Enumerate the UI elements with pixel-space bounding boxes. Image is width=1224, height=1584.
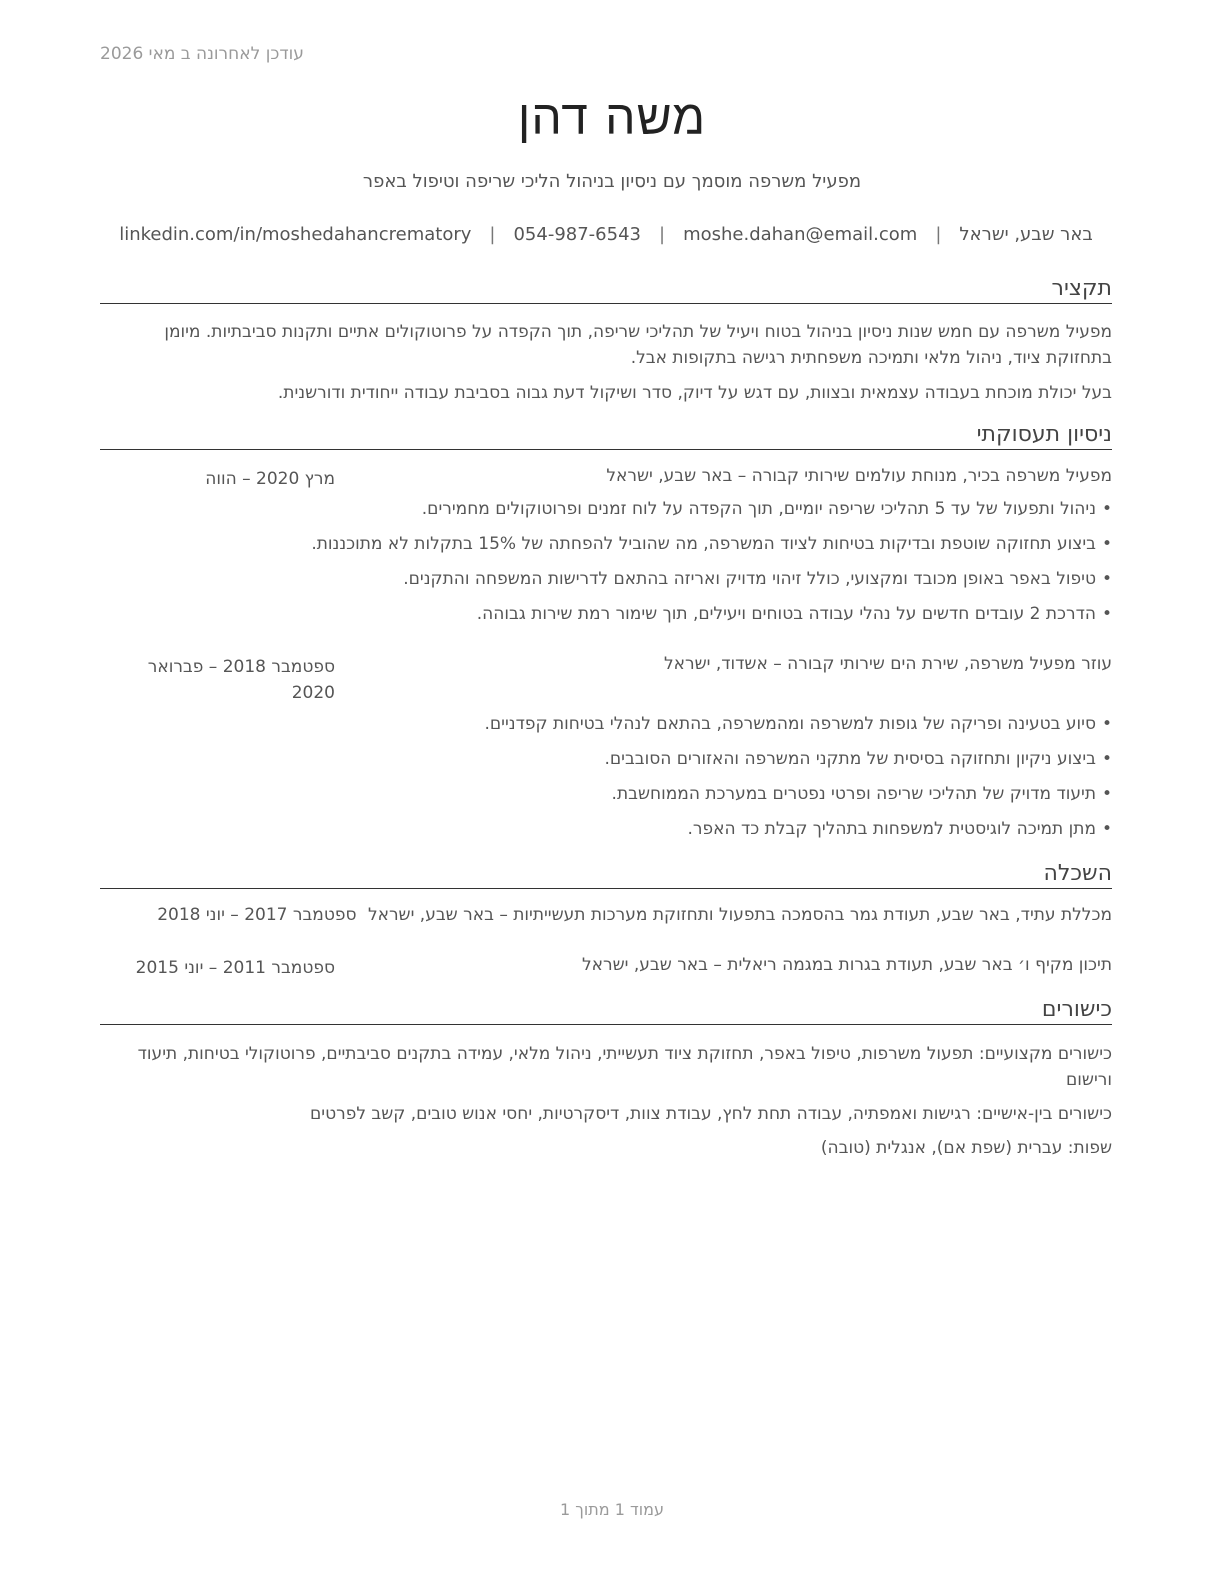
contact-email[interactable]: moshe.dahan@email.com [683, 224, 918, 245]
contact-line [100, 224, 1112, 245]
section-title-skills: כישורים [100, 997, 1112, 1025]
education-item [100, 905, 1112, 925]
skills-professional: כישורים מקצועיים: תפעול משרפות, טיפול באפר, תחזוקת ציוד תעשייתי, ניהול מלאי, עמידה בתקנים סביבתיים, פרוטוקולי בטיחות, תיעוד ורישום [137, 1044, 1112, 1090]
contact-phone[interactable]: 054-987-6543 [513, 224, 641, 245]
section-title-education: השכלה [100, 861, 1112, 889]
job-bullet: • הדרכת 2 עובדים חדשים על נהלי עבודה בטוחים ויעילים, תוך שימור רמת שירות גבוהה. [100, 601, 1112, 636]
section-title-experience: ניסיון תעסוקתי [100, 422, 1112, 450]
section-title-summary: תקציר [100, 276, 1112, 304]
job-bullets [100, 496, 1112, 636]
job-bullet: • ביצוע תחזוקה שוטפת ובדיקות בטיחות לציוד המשרפה, מה שהוביל להפחתה של 15% בתקלות לא מתוכננות. [100, 531, 1112, 566]
job-bullet: • ביצוע ניקיון ותחזוקה בסיסית של מתקני המשרפה והאזורים הסובבים. [100, 746, 1112, 781]
education-dates: ספטמבר 2011 – יוני 2015 [135, 958, 335, 978]
page-number: עמוד 1 מתוך 1 [560, 1500, 664, 1519]
skills-languages: שפות: עברית (שפת אם), אנגלית (טובה) [820, 1138, 1112, 1158]
job-bullets [100, 711, 1112, 851]
contact-location: באר שבע, ישראל [959, 224, 1093, 245]
job-bullet: • ניהול ותפעול של עד 5 תהליכי שריפה יומיים, תוך הקפדה על לוח זמנים ופרוטוקולים מחמירים. [100, 496, 1112, 531]
education-text: תיכון מקיף ו׳ באר שבע, תעודת בגרות במגמה ריאלית – באר שבע, ישראל [582, 955, 1112, 975]
contact-separator: | [658, 224, 666, 245]
job-dates: ספטמבר 2018 – פברואר 2020 [147, 657, 335, 703]
job-dates: מרץ 2020 – הווה [205, 469, 335, 489]
summary-paragraph-1: מפעיל משרפה עם חמש שנות ניסיון בניהול בטוח ויעיל של תהליכי שריפה, תוך הקפדה על פרוטוקולים אתיים ותקנות סביבתיות. מיומן בתחזוקת ציוד, ניהול מלאי ותמיכה משפחתית רגישה בתקופות אבל. [164, 322, 1112, 368]
job-title: עוזר מפעיל משרפה, שירת הים שירותי קבורה – אשדוד, ישראל [663, 654, 1112, 674]
education-dates: ספטמבר 2017 – יוני 2018 [157, 905, 357, 925]
skills-interpersonal: כישורים בין-אישיים: רגישות ואמפתיה, עבודה תחת לחץ, עבודת צוות, דיסקרטיות, יחסי אנוש טובים, קשב לפרטים [310, 1104, 1112, 1124]
contact-separator: | [489, 224, 496, 245]
contact-linkedin[interactable]: linkedin.com/in/moshedahancrematory [119, 224, 472, 245]
summary-paragraph-2: בעל יכולת מוכחת בעבודה עצמאית ובצוות, עם דגש על דיוק, סדר ושיקול דעת גבוה בסביבת עבודה ייחודית ודורשנית. [277, 383, 1112, 403]
job-bullet: • סיוע בטעינה ופריקה של גופות למשרפה ומהמשרפה, בהתאם לנהלי בטיחות קפדניים. [100, 711, 1112, 746]
job-title: מפעיל משרפה בכיר, מנוחת עולמים שירותי קבורה – באר שבע, ישראל [606, 466, 1112, 486]
tagline: מפעיל משרפה מוסמך עם ניסיון בניהול הליכי שריפה וטיפול באפר [362, 171, 862, 192]
job-bullet: • מתן תמיכה לוגיסטית למשפחות בתהליך קבלת כד האפר. [100, 816, 1112, 851]
contact-separator: | [935, 224, 942, 245]
job-bullet: • טיפול באפר באופן מכובד ומקצועי, כולל זיהוי מדויק ואריזה בהתאם לדרישות המשפחה והתקנים. [100, 566, 1112, 601]
last-updated: עודכן לאחרונה ב מאי 2026 [100, 44, 304, 64]
education-text: מכללת עתיד, באר שבע, תעודת גמר בהסמכה בתפעול ותחזוקת מערכות תעשייתיות – באר שבע, ישראל [367, 905, 1112, 925]
candidate-name: משה דהן [517, 90, 707, 146]
job-bullet: • תיעוד מדויק של תהליכי שריפה ופרטי נפטרים במערכת הממוחשבת. [100, 781, 1112, 816]
